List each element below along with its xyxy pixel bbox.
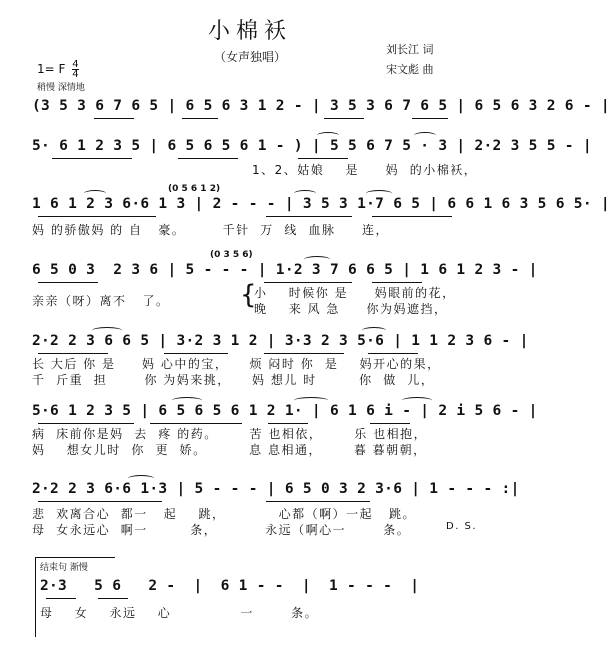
notation-line: 5· 6 1 2 3 5 | 6 5 6 5 6 1 - ) | 5 5 6 7 5 · 3 | 2·2 3 5 5 - | <box>32 138 592 154</box>
beam <box>298 158 348 159</box>
score-system-5 <box>32 333 529 389</box>
key-signature <box>37 60 79 79</box>
beam <box>94 118 134 119</box>
time-signature <box>72 60 78 79</box>
lyric-line-2: 母 女永远心 啊一 条， 永远（啊心一 条。 <box>32 523 411 537</box>
beam <box>182 118 218 119</box>
grace-notes: (0 5 6 1 2) <box>168 184 221 194</box>
beam <box>266 501 370 502</box>
score-system-3 <box>32 184 610 240</box>
notation-line: 5·6 1 2 3 5 | 6 5 6 5 6 1 2 1· | 6 1 6 i - | 2 i 5 6 - | <box>32 403 538 419</box>
lyric-line-2: 妈 想女儿时 你 更 娇。 息 息相通， 暮 暮朝朝， <box>32 443 427 457</box>
score-system-4 <box>32 250 538 322</box>
notation-line: 2·3 5 6 2 - | 6 1 - - | 1 - - - | <box>40 578 420 594</box>
notation-line: 2·2 2 3 6·6 1·3 | 5 - - - | 6 5 0 3 2 3·6 | 1 - - - :| <box>32 481 520 497</box>
beam <box>38 216 156 217</box>
score-system-6 <box>32 403 538 459</box>
time-bottom: 4 <box>72 69 79 80</box>
beam <box>266 216 352 217</box>
lyric-line: 亲亲（呀）离不 了。 <box>32 294 170 308</box>
lyric-verse-a: 小 时候你 是 妈眼前的花， <box>254 286 456 300</box>
song-title: 小棉袄 <box>207 19 292 44</box>
lyricist: 刘长江 词 <box>386 43 434 56</box>
beam <box>38 353 108 354</box>
ending-label: 结束句 渐慢 <box>40 563 88 573</box>
beam <box>38 423 134 424</box>
beam <box>38 501 162 502</box>
credits <box>386 40 434 80</box>
dal-segno: D. S. <box>446 521 478 532</box>
lyric-line-1: 病 床前你是妈 去 疼 的药。 苦 也相依， 乐 也相抱， <box>32 427 428 441</box>
song-subtitle: （女声独唱） <box>213 50 286 64</box>
beam <box>268 423 308 424</box>
verse-brace: { <box>240 280 257 310</box>
lyric-line-1: 悲 欢离合心 都一 起 跳， 心都（啊）一起 跳。 <box>32 507 417 521</box>
notation-line: (3 5 3 6 7 6 5 | 6 5 6 3 1 2 - | 3 5 3 6 7 6 5 | 6 5 6 3 2 6 - | <box>32 98 610 114</box>
tempo-marking: 稍慢 深情地 <box>37 83 85 93</box>
score-system-7 <box>32 481 520 541</box>
notation-line: 2·2 2 3 6 6 5 | 3·2 3 1 2 | 3·3 2 3 5·6 | 1 1 2 3 6 - | <box>32 333 529 349</box>
composer: 宋文彪 曲 <box>386 63 434 76</box>
score-system-1 <box>32 98 610 128</box>
beam <box>372 282 422 283</box>
lyric-verse-b: 晚 来 风 急 你为妈遮挡， <box>254 302 448 316</box>
beam <box>372 216 452 217</box>
beam <box>264 353 344 354</box>
lyric-line: 母 女 永远 心 一 条。 <box>40 606 319 620</box>
beam <box>46 598 76 599</box>
score-system-2 <box>32 138 592 178</box>
lyric-line-1: 长 大后 你 是 妈 心中的宝， 烦 闷时 你 是 妈开心的果， <box>32 357 441 371</box>
beam <box>150 423 242 424</box>
ending-bracket-top <box>35 557 115 558</box>
beam <box>52 158 132 159</box>
beam <box>98 598 128 599</box>
beam <box>38 282 98 283</box>
beam <box>412 118 448 119</box>
beam <box>368 353 418 354</box>
grace-notes: (0 3 5 6) <box>210 250 253 260</box>
lyric-line: 妈 的骄傲妈 的 自 豪。 千针 万 线 血脉 连， <box>32 223 390 237</box>
beam <box>370 423 410 424</box>
beam <box>324 118 364 119</box>
lyric-line: 1、2、姑娘 是 妈 的小棉袄， <box>252 163 478 177</box>
lyric-line-2: 千 斤重 担 你 为妈来挑， 妈 想儿 时 你 做 儿， <box>32 373 435 387</box>
score-system-8 <box>32 560 472 630</box>
beam <box>264 282 352 283</box>
time-top: 4 <box>72 59 79 70</box>
notation-line: 1 6 1 2 3 6·6 1 3 | 2 - - - | 3 5 3 1·7 6 5 | 6 6 1 6 3 5 6 5· | <box>32 196 610 212</box>
key-label: 1= F <box>37 62 66 76</box>
beam <box>164 353 228 354</box>
beam <box>178 158 238 159</box>
notation-line: 6 5 0 3 2 3 6 | 5 - - - | 1·2 3 7 6 6 5 | 1 6 1 2 3 - | <box>32 262 538 278</box>
